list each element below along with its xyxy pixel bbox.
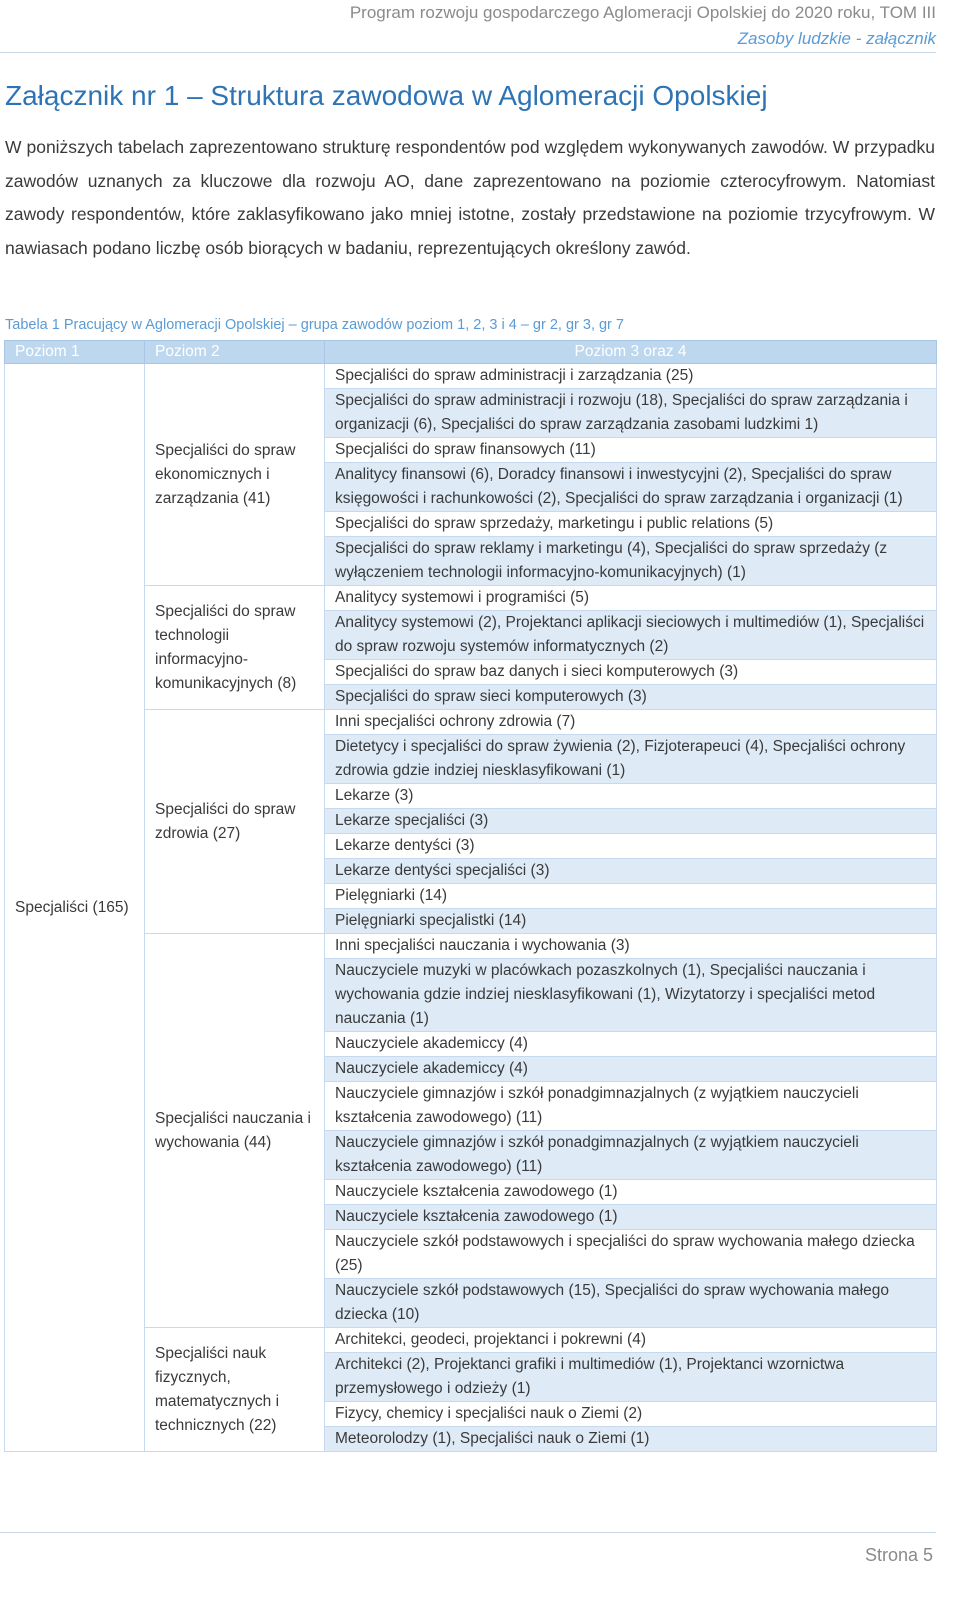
level-2-cell: Specjaliści do spraw ekonomicznych i zarządzania (41)	[145, 364, 325, 586]
level-3-cell: Analitycy systemowi i programiści (5)	[325, 586, 937, 611]
appendix-heading: Załącznik nr 1 – Struktura zawodowa w Aglomeracji Opolskiej	[5, 80, 768, 111]
level-4-cell: Dietetycy i specjaliści do spraw żywienia (2), Fizjoterapeuci (4), Specjaliści ochrony zdrowia gdzie indziej niesklasyfikowani (1)	[325, 735, 937, 784]
header-level-3-4: Poziom 3 oraz 4	[325, 341, 937, 364]
level-4-cell: Nauczyciele muzyki w placówkach pozaszkolnych (1), Specjaliści nauczania i wychowania gdzie indziej niesklasyfikowani (1), Wizytatorzy i specjaliści metod nauczania (1)	[325, 959, 937, 1032]
table-body	[5, 364, 937, 1452]
level-3-cell: Pielęgniarki (14)	[325, 884, 937, 909]
page-number: Strona 5	[864, 1545, 933, 1565]
level-3-cell: Specjaliści do spraw sprzedaży, marketingu i public relations (5)	[325, 512, 937, 537]
level-2-cell: Specjaliści do spraw technologii informacyjno-komunikacyjnych (8)	[145, 586, 325, 710]
table-row	[5, 934, 937, 959]
level-2-cell: Specjaliści nauk fizycznych, matematycznych i technicznych (22)	[145, 1328, 325, 1452]
level-3-cell: Inni specjaliści nauczania i wychowania (3)	[325, 934, 937, 959]
intro-paragraph: W poniższych tabelach zaprezentowano strukturę respondentów pod względem wykonywanych zawodów. W przypadku zawodów uznanych za kluczowe dla rozwoju AO, dane zaprezentowano na poziomie czterocyfrowym. Natomiast zawody respondentów, które zaklasyfikowano jako mniej istotne, zostały przedstawione na poziomie trzycyfrowym. W nawiasach podano liczbę osób biorących w badaniu, reprezentujących określony zawód.	[5, 137, 935, 258]
level-4-cell: Pielęgniarki specjalistki (14)	[325, 909, 937, 934]
level-4-cell: Nauczyciele gimnazjów i szkół ponadgimnazjalnych (z wyjątkiem nauczycieli kształcenia zawodowego) (11)	[325, 1131, 937, 1180]
table-header-row	[5, 341, 937, 364]
header-level-2: Poziom 2	[145, 341, 325, 364]
level-3-cell: Specjaliści do spraw administracji i zarządzania (25)	[325, 364, 937, 389]
level-4-cell: Nauczyciele szkół podstawowych (15), Specjaliści do spraw wychowania małego dziecka (10)	[325, 1279, 937, 1328]
table-row	[5, 586, 937, 611]
header-level-1: Poziom 1	[5, 341, 145, 364]
level-3-cell: Nauczyciele gimnazjów i szkół ponadgimnazjalnych (z wyjątkiem nauczycieli kształcenia zawodowego) (11)	[325, 1082, 937, 1131]
level-4-cell: Analitycy systemowi (2), Projektanci aplikacji sieciowych i multimediów (1), Specjaliści do spraw rozwoju systemów informatycznych (2)	[325, 611, 937, 660]
level-4-cell: Architekci (2), Projektanci grafiki i multimediów (1), Projektanci wzornictwa przemysłowego i odzieży (1)	[325, 1353, 937, 1402]
page-header	[350, 0, 936, 52]
level-3-cell: Specjaliści do spraw finansowych (11)	[325, 438, 937, 463]
level-4-cell: Meteorolodzy (1), Specjaliści nauk o Ziemi (1)	[325, 1427, 937, 1452]
table-row	[5, 710, 937, 735]
level-4-cell: Nauczyciele kształcenia zawodowego (1)	[325, 1205, 937, 1230]
level-3-cell: Nauczyciele kształcenia zawodowego (1)	[325, 1180, 937, 1205]
document-title: Program rozwoju gospodarczego Aglomeracji Opolskiej do 2020 roku, TOM III	[349, 3, 936, 22]
table-row	[5, 1328, 937, 1353]
level-1-cell: Specjaliści (165)	[5, 364, 145, 1452]
level-3-cell: Inni specjaliści ochrony zdrowia (7)	[325, 710, 937, 735]
level-3-cell: Nauczyciele akademiccy (4)	[325, 1032, 937, 1057]
footer-divider	[0, 1532, 936, 1533]
level-4-cell: Specjaliści do spraw administracji i rozwoju (18), Specjaliści do spraw zarządzania i organizacji (6), Specjaliści do spraw zarządzania zasobami ludzkimi 1)	[325, 389, 937, 438]
level-3-cell: Lekarze (3)	[325, 784, 937, 809]
level-4-cell: Specjaliści do spraw sieci komputerowych (3)	[325, 685, 937, 710]
occupation-table	[4, 340, 937, 1452]
document-subtitle: Zasoby ludzkie - załącznik	[737, 29, 936, 48]
level-2-cell: Specjaliści do spraw zdrowia (27)	[145, 710, 325, 934]
level-3-cell: Lekarze dentyści (3)	[325, 834, 937, 859]
level-3-cell: Nauczyciele szkół podstawowych i specjaliści do spraw wychowania małego dziecka (25)	[325, 1230, 937, 1279]
level-3-cell: Fizycy, chemicy i specjaliści nauk o Ziemi (2)	[325, 1402, 937, 1427]
level-3-cell: Specjaliści do spraw baz danych i sieci komputerowych (3)	[325, 660, 937, 685]
level-2-cell: Specjaliści nauczania i wychowania (44)	[145, 934, 325, 1328]
level-4-cell: Analitycy finansowi (6), Doradcy finansowi i inwestycyjni (2), Specjaliści do spraw księgowości i rachunkowości (2), Specjaliści do spraw zarządzania i organizacji (1)	[325, 463, 937, 512]
level-4-cell: Nauczyciele akademiccy (4)	[325, 1057, 937, 1082]
table-caption: Tabela 1 Pracujący w Aglomeracji Opolskiej – grupa zawodów poziom 1, 2, 3 i 4 – gr 2, gr 3, gr 7	[5, 317, 624, 333]
table-row	[5, 364, 937, 389]
level-4-cell: Specjaliści do spraw reklamy i marketingu (4), Specjaliści do spraw sprzedaży (z wyłączeniem technologii informacyjno-komunikacyjnych) (1)	[325, 537, 937, 586]
level-4-cell: Lekarze specjaliści (3)	[325, 809, 937, 834]
header-divider	[0, 52, 936, 53]
level-3-cell: Architekci, geodeci, projektanci i pokrewni (4)	[325, 1328, 937, 1353]
level-4-cell: Lekarze dentyści specjaliści (3)	[325, 859, 937, 884]
